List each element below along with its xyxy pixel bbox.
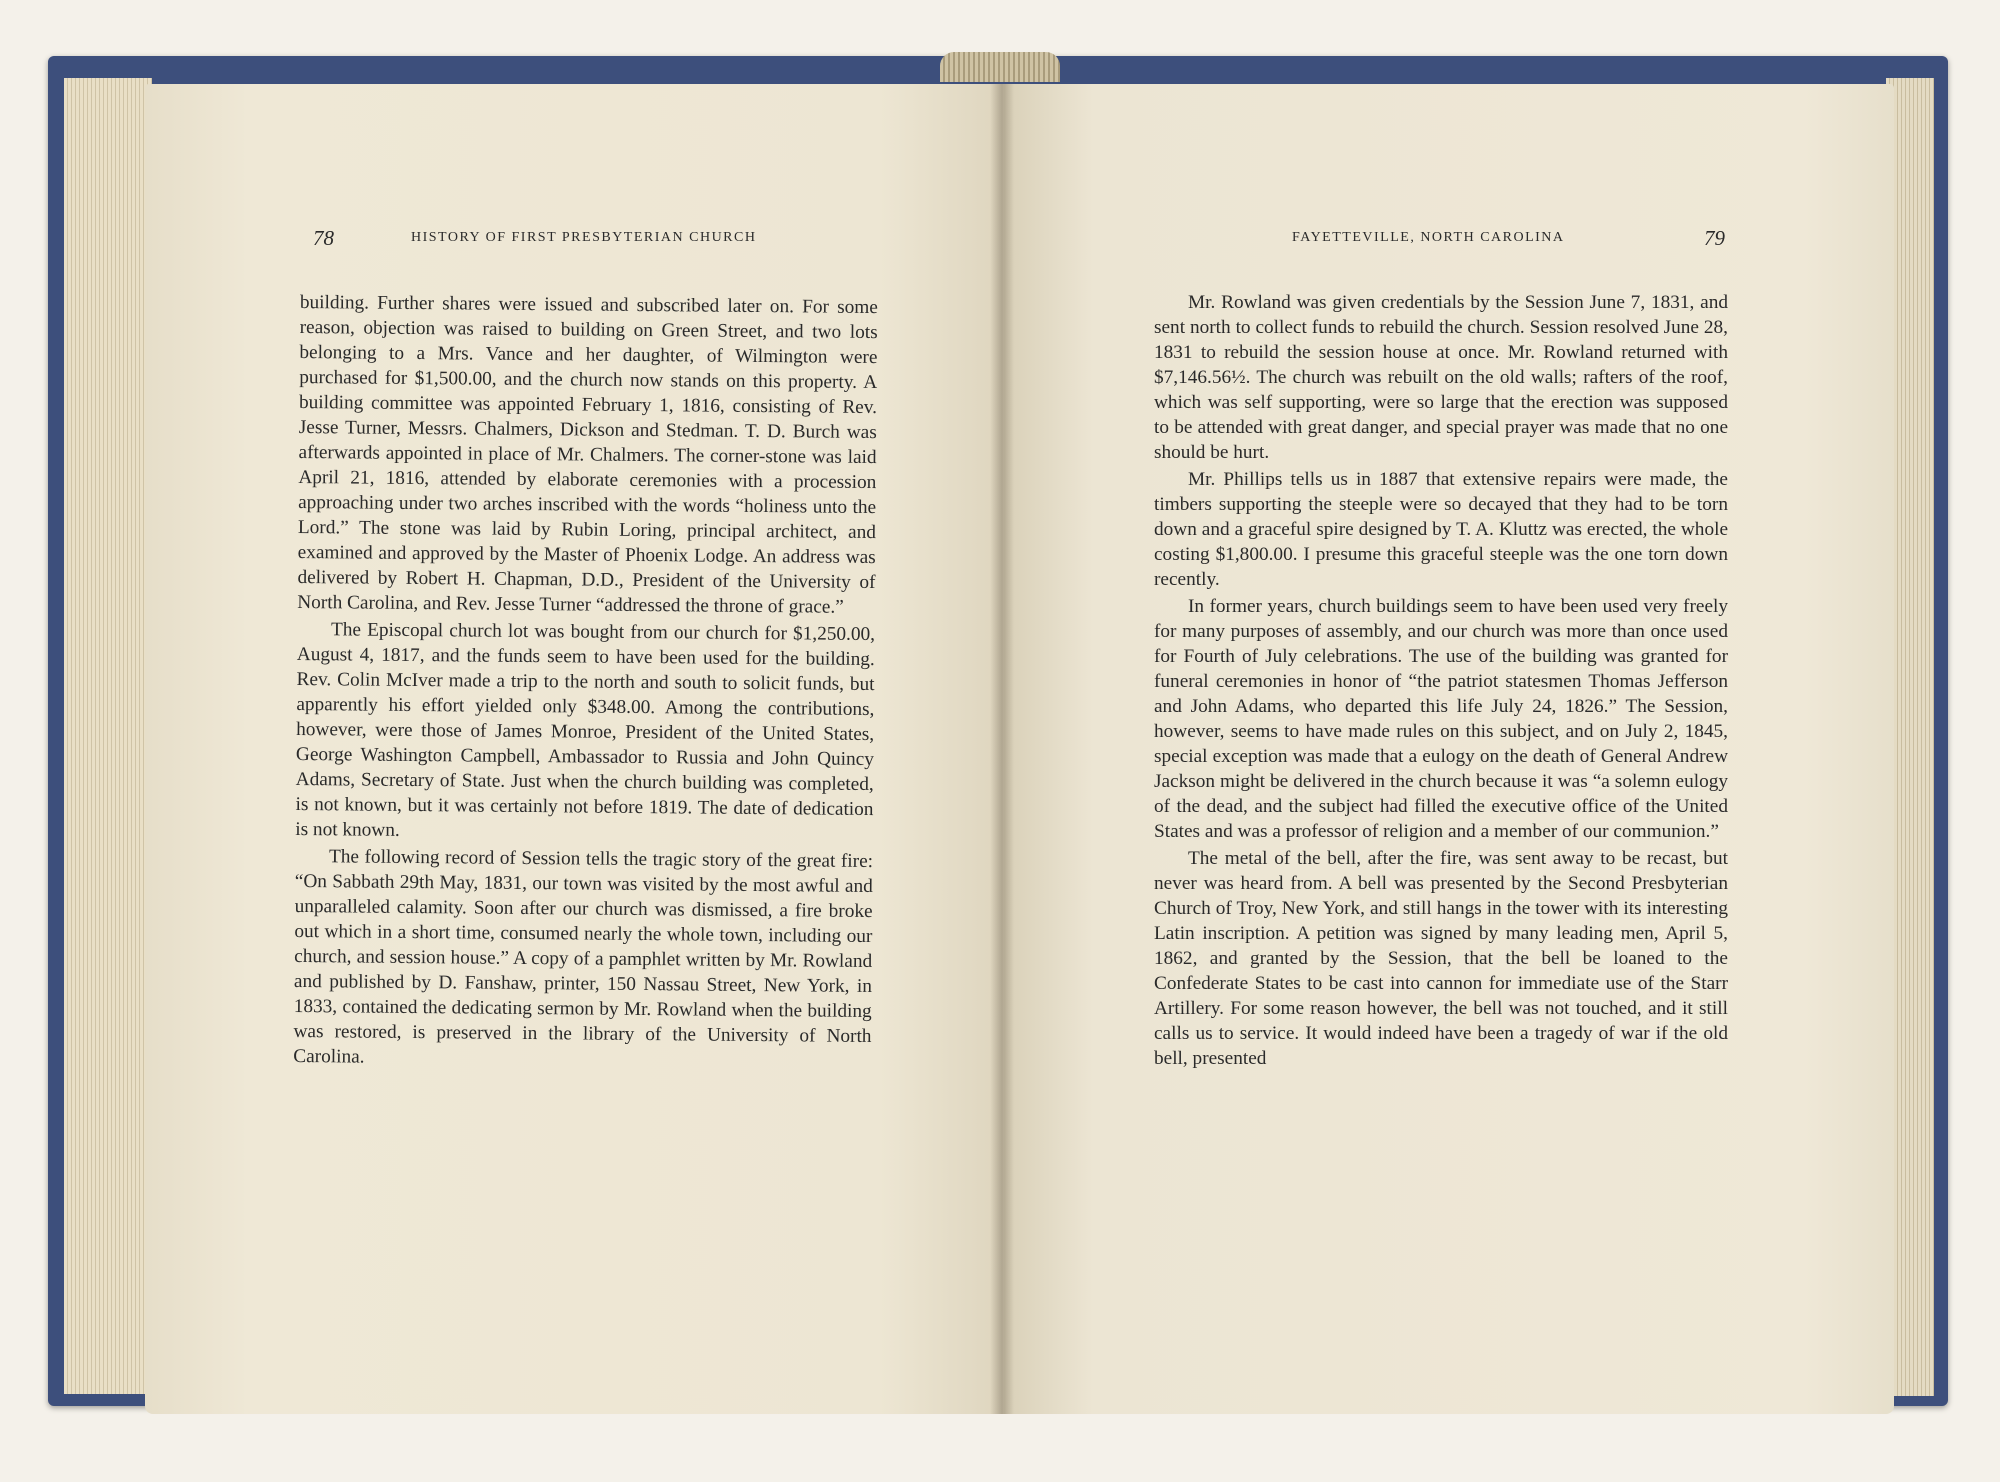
- page-number-left: 78: [313, 226, 334, 250]
- right-page-body: [1154, 290, 1728, 1073]
- left-page: [145, 84, 1010, 1414]
- right-page: [1004, 84, 1894, 1414]
- paragraph: The metal of the bell, after the fire, was sent away to be recast, but never was heard from. A bell was presented by the Second Presbyterian Church of Troy, New York, and still hangs in the tower with its interesting Latin inscription. A petition was signed by many leading men, April 5, 1862, and granted by the Session, that the bell be loaned to the Confederate States to be cast into cannon for immediate use of the Starr Artillery. For some reason however, the bell was not touched, and it still calls us to service. It would indeed have been a tragedy of war if the old bell, presented: [1154, 848, 1728, 1069]
- book-spine: [940, 52, 1060, 82]
- book-gutter: [990, 84, 1014, 1414]
- running-head-left: HISTORY OF FIRST PRESBYTERIAN CHURCH: [411, 230, 757, 245]
- paragraph: In former years, church buildings seem to have been used very freely for many purposes of assembly, and our church was more than once used for Fourth of July celebrations. The use of the building was granted for funeral ceremonies in honor of “the patriot statesmen Thomas Jefferson and John Adams, who departed this life July 24, 1826.” The Session, however, seems to have made rules on this subject, and on July 2, 1845, special exception was made that a eulogy on the death of General Andrew Jackson might be delivered in the church because it was “a solemn eulogy of the dead, and the subject had filled the executive office of the United States and was a professor of religion and a member of our communion.”: [1154, 596, 1728, 842]
- paragraph: Mr. Phillips tells us in 1887 that extensive repairs were made, the timbers supporting the steeple were so decayed that they had to be torn down and a graceful spire designed by T. A. Kluttz was erected, the whole costing $1,800.00. I presume this graceful steeple was the one torn down recently.: [1154, 469, 1728, 590]
- paragraph: The following record of Session tells the tragic story of the great fire: “On Sabbath 29th May, 1831, our town was visited by the most awful and unparalleled calamity. Soon after our church was dismissed, a fire broke out which in a short time, consumed nearly the whole town, including our church, and session house.” A copy of a pamphlet written by Mr. Rowland and published by D. Fanshaw, printer, 150 Nassau Street, New York, in 1833, contained the dedicating sermon by Mr. Rowland when the building was restored, is preserved in the library of the University of North Carolina.: [293, 846, 874, 1068]
- paragraph: Mr. Rowland was given credentials by the Session June 7, 1831, and sent north to collect funds to rebuild the church. Session resolved June 28, 1831 to rebuild the session house at once. Mr. Rowland returned with $7,146.56½. The church was rebuilt on the old walls; rafters of the roof, which was self supporting, were so large that the erection was supposed to be attended with great danger, and special prayer was made that no one should be hurt.: [1154, 292, 1728, 463]
- page-number-right: 79: [1704, 226, 1725, 250]
- running-head-right: FAYETTEVILLE, NORTH CAROLINA: [1292, 230, 1565, 245]
- page-edges-left: [64, 78, 152, 1394]
- right-page-header: [1004, 226, 1894, 256]
- paragraph: The Episcopal church lot was bought from our church for $1,250.00, August 4, 1817, and the funds seem to have been used for the building. Rev. Colin McIver made a trip to the north and south to solicit funds, but apparently his effort yielded only $348.00. Among the contributions, however, were those of James Monroe, President of the United States, George Washington Campbell, Ambassador to Russia and John Quincy Adams, Secretary of State. Just when the church building was completed, is not known, but it was certainly not before 1819. The date of dedication is not known.: [295, 619, 876, 841]
- left-page-header: [145, 226, 1010, 256]
- paragraph: building. Further shares were issued and subscribed later on. For some reason, objection was raised to building on Green Street, and two lots belonging to a Mrs. Vance and her daughter, of Wilmington were purchased for $1,500.00, and the church now stands on this property. A building committee was appointed February 1, 1816, consisting of Rev. Jesse Turner, Messrs. Chalmers, Dickson and Stedman. T. D. Burch was afterwards appointed in place of Mr. Chalmers. The corner-stone was laid April 21, 1816, attended by elaborate ceremonies with a procession approaching under two arches inscribed with the words “holiness unto the Lord.” The stone was laid by Rubin Loring, principal architect, and examined and approved by the Master of Phoenix Lodge. An address was delivered by Robert H. Chapman, D.D., President of the University of North Carolina, and Rev. Jesse Turner “addressed the throne of grace.”: [297, 291, 878, 618]
- left-page-body: [293, 290, 878, 1076]
